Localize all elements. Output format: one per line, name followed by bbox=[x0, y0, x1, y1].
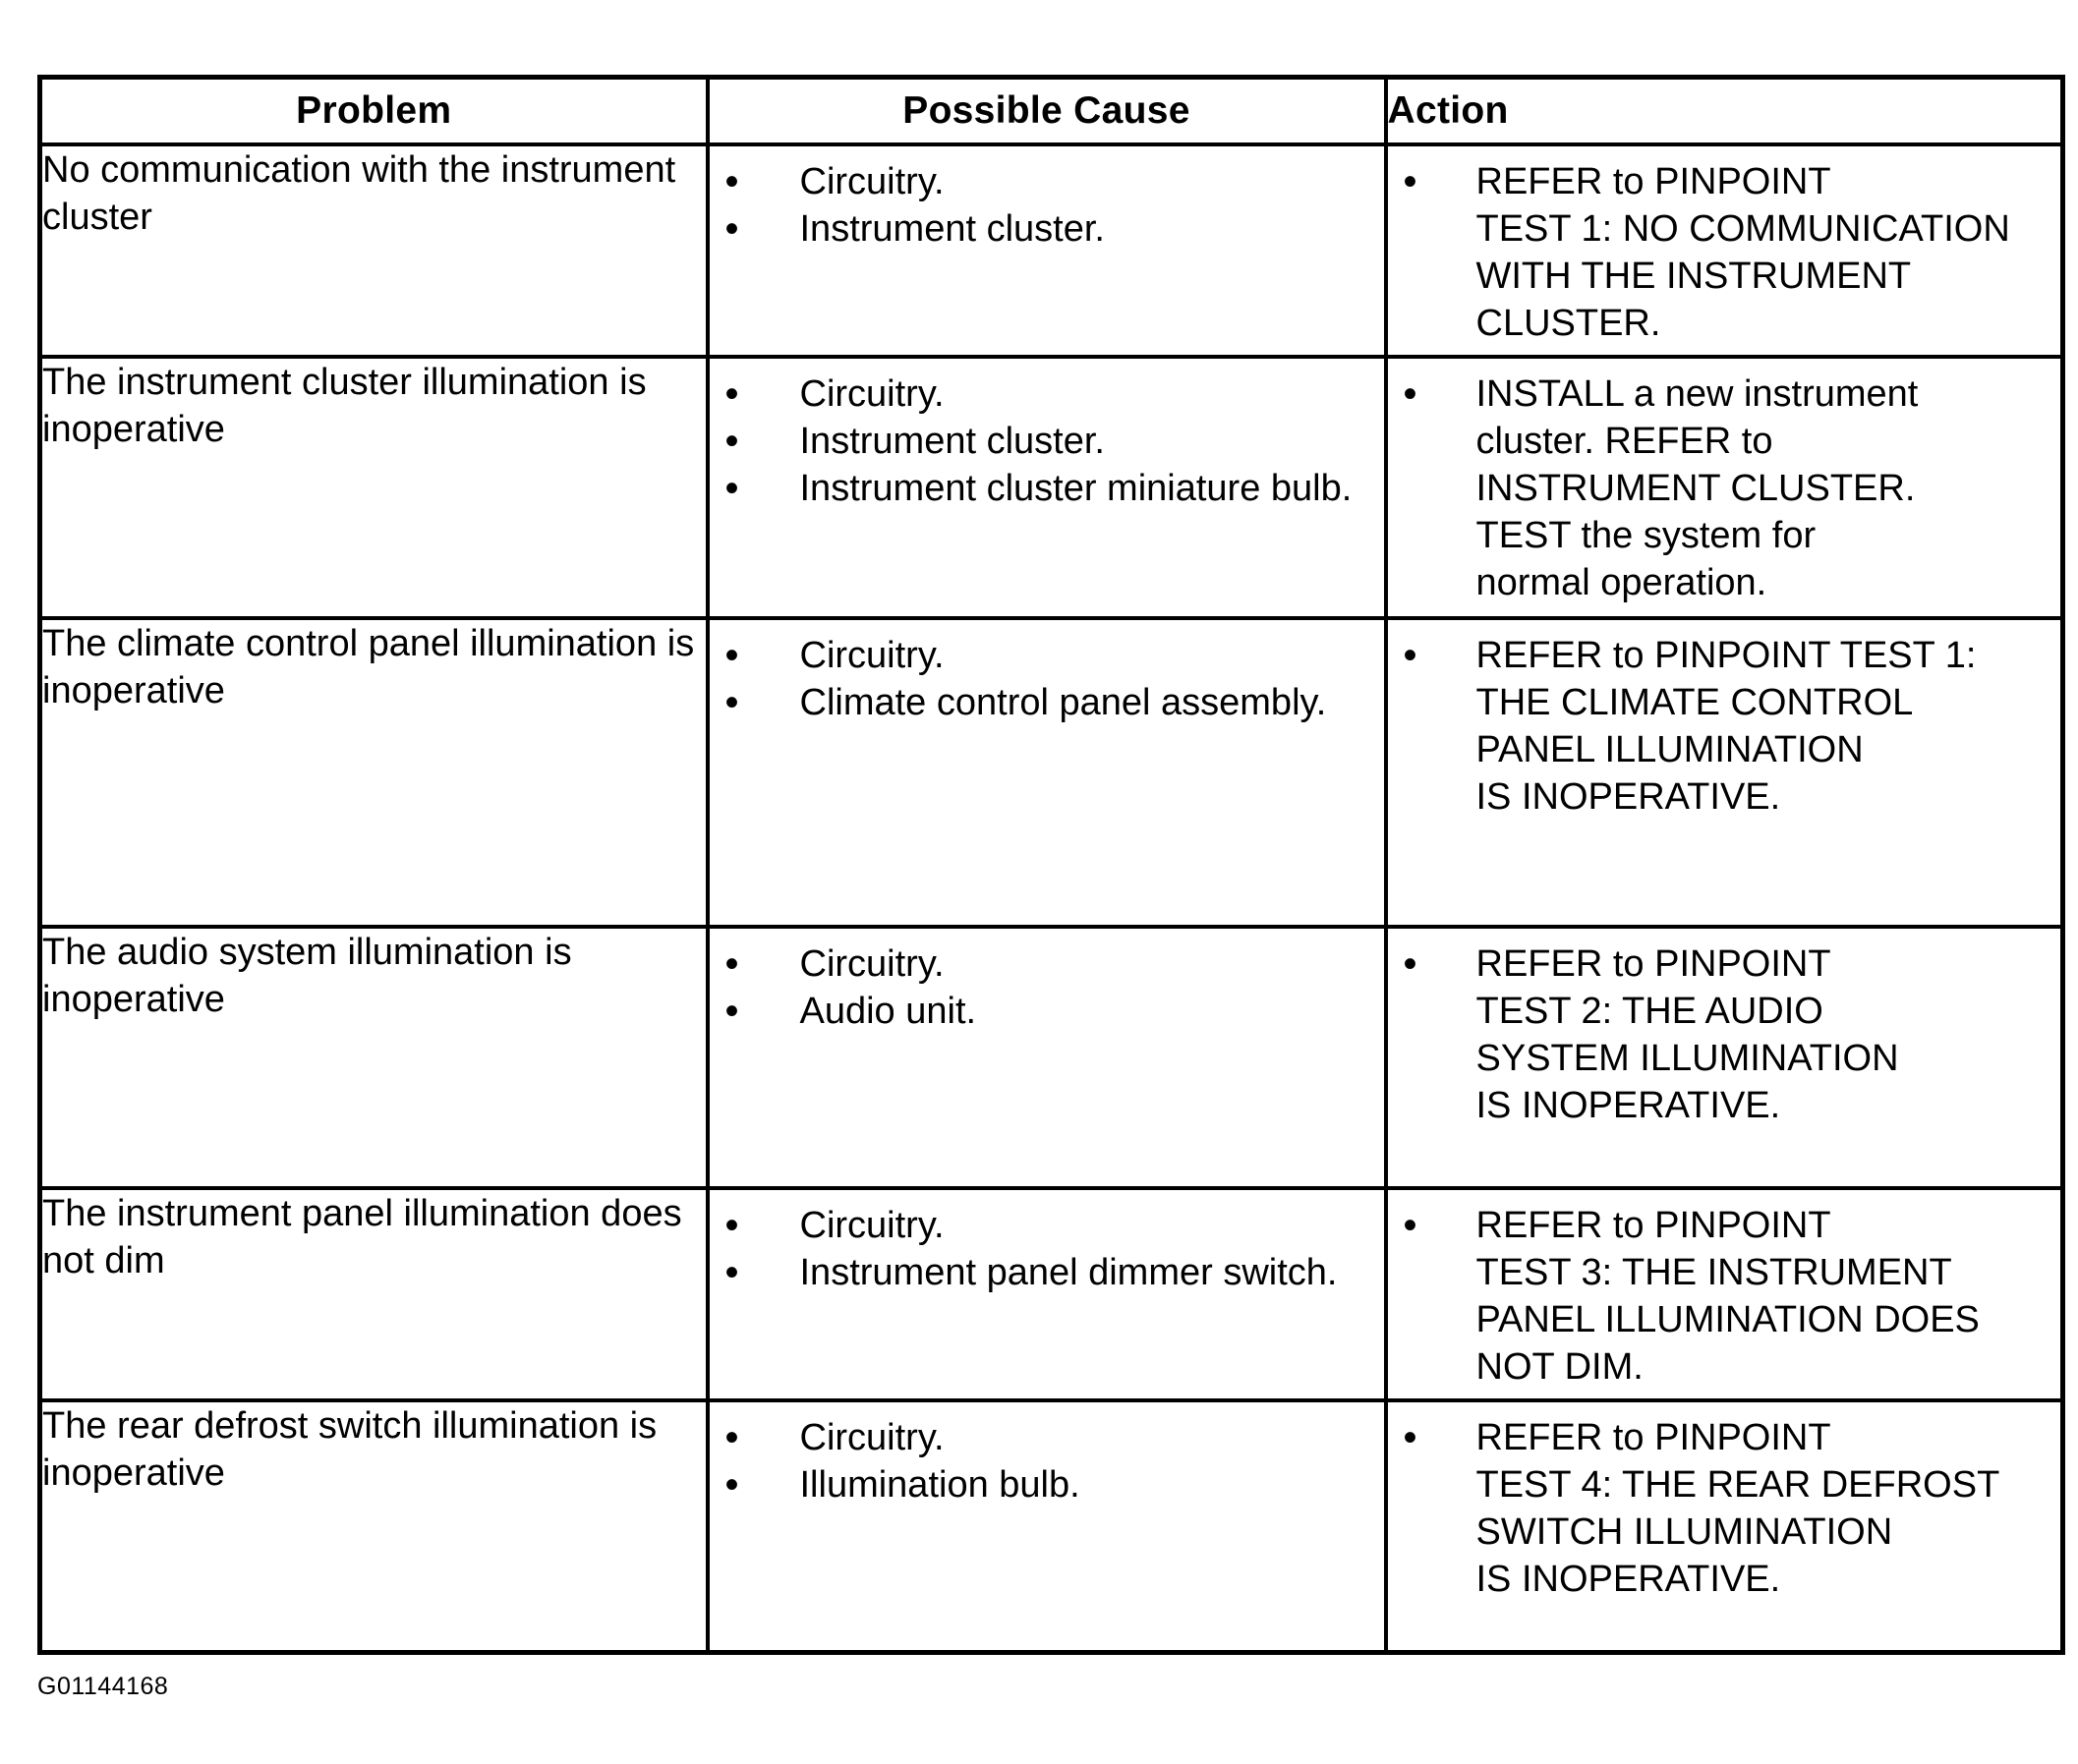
action-line: TEST 4: THE REAR DEFROST bbox=[1475, 1464, 2000, 1506]
cause-list bbox=[710, 929, 1384, 1035]
action-line: TEST the system for bbox=[1475, 515, 1817, 556]
action-line: • REFER to PINPOINT bbox=[1475, 1417, 1831, 1458]
action-line: • REFER to PINPOINT bbox=[1475, 161, 1831, 202]
cause-cell bbox=[708, 1188, 1386, 1400]
action-item bbox=[1388, 1202, 2053, 1391]
action-cell bbox=[1386, 357, 2063, 618]
action-item bbox=[1388, 940, 2053, 1129]
action-line: IS INOPERATIVE. bbox=[1475, 776, 1781, 818]
cause-list bbox=[710, 146, 1384, 253]
header-row bbox=[40, 78, 2063, 145]
cause-item: • Circuitry. bbox=[710, 158, 1376, 205]
problem-cell: The rear defrost switch illumination is inoperative bbox=[40, 1400, 708, 1652]
cause-list bbox=[710, 1402, 1384, 1508]
cause-item: • Audio unit. bbox=[710, 988, 1376, 1035]
action-cell bbox=[1386, 1188, 2063, 1400]
action-item bbox=[1388, 370, 2053, 606]
cause-cell bbox=[708, 357, 1386, 618]
cause-list bbox=[710, 620, 1384, 726]
cause-item: • Instrument cluster. bbox=[710, 418, 1376, 465]
action-line: TEST 2: THE AUDIO bbox=[1475, 991, 1823, 1032]
action-line: NOT DIM. bbox=[1475, 1346, 1644, 1388]
cause-item: • Circuitry. bbox=[710, 632, 1376, 679]
action-cell bbox=[1386, 144, 2063, 357]
problem-cell: The climate control panel illumination is inoperative bbox=[40, 618, 708, 927]
action-line: PANEL ILLUMINATION DOES bbox=[1475, 1299, 1980, 1340]
action-line: • REFER to PINPOINT bbox=[1475, 943, 1831, 985]
action-list bbox=[1388, 1190, 2061, 1391]
action-item bbox=[1388, 158, 2053, 347]
action-line: THE CLIMATE CONTROL bbox=[1475, 682, 1914, 723]
cause-list bbox=[710, 1190, 1384, 1296]
cause-item: • Instrument cluster miniature bulb. bbox=[710, 465, 1376, 512]
action-line: TEST 3: THE INSTRUMENT bbox=[1475, 1252, 1952, 1293]
action-line: • REFER to PINPOINT bbox=[1475, 1205, 1831, 1246]
table-row bbox=[40, 1188, 2063, 1400]
cause-item: • Instrument panel dimmer switch. bbox=[710, 1249, 1376, 1296]
cause-cell bbox=[708, 1400, 1386, 1652]
header-problem: Problem bbox=[40, 78, 708, 145]
problem-cell: The instrument panel illumination does not dim bbox=[40, 1188, 708, 1400]
action-list bbox=[1388, 620, 2061, 821]
figure-code: G01144168 bbox=[37, 1673, 169, 1700]
problem-cell: The audio system illumination is inoperative bbox=[40, 927, 708, 1188]
header-action: Action bbox=[1386, 78, 2063, 145]
action-line: normal operation. bbox=[1475, 562, 1767, 603]
table-row bbox=[40, 618, 2063, 927]
cause-item: • Circuitry. bbox=[710, 940, 1376, 988]
diagnostic-table bbox=[37, 75, 2065, 1655]
action-line: • REFER to PINPOINT TEST 1: bbox=[1475, 635, 1977, 676]
cause-item: • Circuitry. bbox=[710, 370, 1376, 418]
table-row bbox=[40, 144, 2063, 357]
action-list bbox=[1388, 929, 2061, 1129]
action-line: SWITCH ILLUMINATION bbox=[1475, 1511, 1893, 1553]
action-line: SYSTEM ILLUMINATION bbox=[1475, 1038, 1899, 1079]
action-line: INSTRUMENT CLUSTER. bbox=[1475, 468, 1916, 509]
action-line: IS INOPERATIVE. bbox=[1475, 1085, 1781, 1126]
action-line: cluster. REFER to bbox=[1475, 421, 1773, 462]
table-row bbox=[40, 927, 2063, 1188]
problem-cell: The instrument cluster illumination is inoperative bbox=[40, 357, 708, 618]
cause-cell bbox=[708, 927, 1386, 1188]
cause-item: • Illumination bulb. bbox=[710, 1461, 1376, 1508]
action-list bbox=[1388, 1402, 2061, 1603]
action-line: TEST 1: NO COMMUNICATION bbox=[1475, 208, 2010, 250]
cause-item: • Instrument cluster. bbox=[710, 205, 1376, 253]
action-item bbox=[1388, 1414, 2053, 1603]
action-item bbox=[1388, 632, 2053, 821]
action-cell bbox=[1386, 618, 2063, 927]
action-list bbox=[1388, 359, 2061, 606]
action-line: • INSTALL a new instrument bbox=[1475, 373, 1919, 415]
table-row bbox=[40, 1400, 2063, 1652]
action-line: CLUSTER. bbox=[1475, 303, 1661, 344]
cause-item: • Climate control panel assembly. bbox=[710, 679, 1376, 726]
cause-list bbox=[710, 359, 1384, 512]
cause-cell bbox=[708, 144, 1386, 357]
cause-item: • Circuitry. bbox=[710, 1414, 1376, 1461]
action-line: PANEL ILLUMINATION bbox=[1475, 729, 1864, 770]
action-cell bbox=[1386, 927, 2063, 1188]
cause-item: • Circuitry. bbox=[710, 1202, 1376, 1249]
cause-cell bbox=[708, 618, 1386, 927]
action-line: IS INOPERATIVE. bbox=[1475, 1559, 1781, 1600]
header-possible-cause: Possible Cause bbox=[708, 78, 1386, 145]
action-list bbox=[1388, 146, 2061, 347]
table-row bbox=[40, 357, 2063, 618]
action-line: WITH THE INSTRUMENT bbox=[1475, 256, 1912, 297]
action-cell bbox=[1386, 1400, 2063, 1652]
problem-cell: No communication with the instrument cluster bbox=[40, 144, 708, 357]
